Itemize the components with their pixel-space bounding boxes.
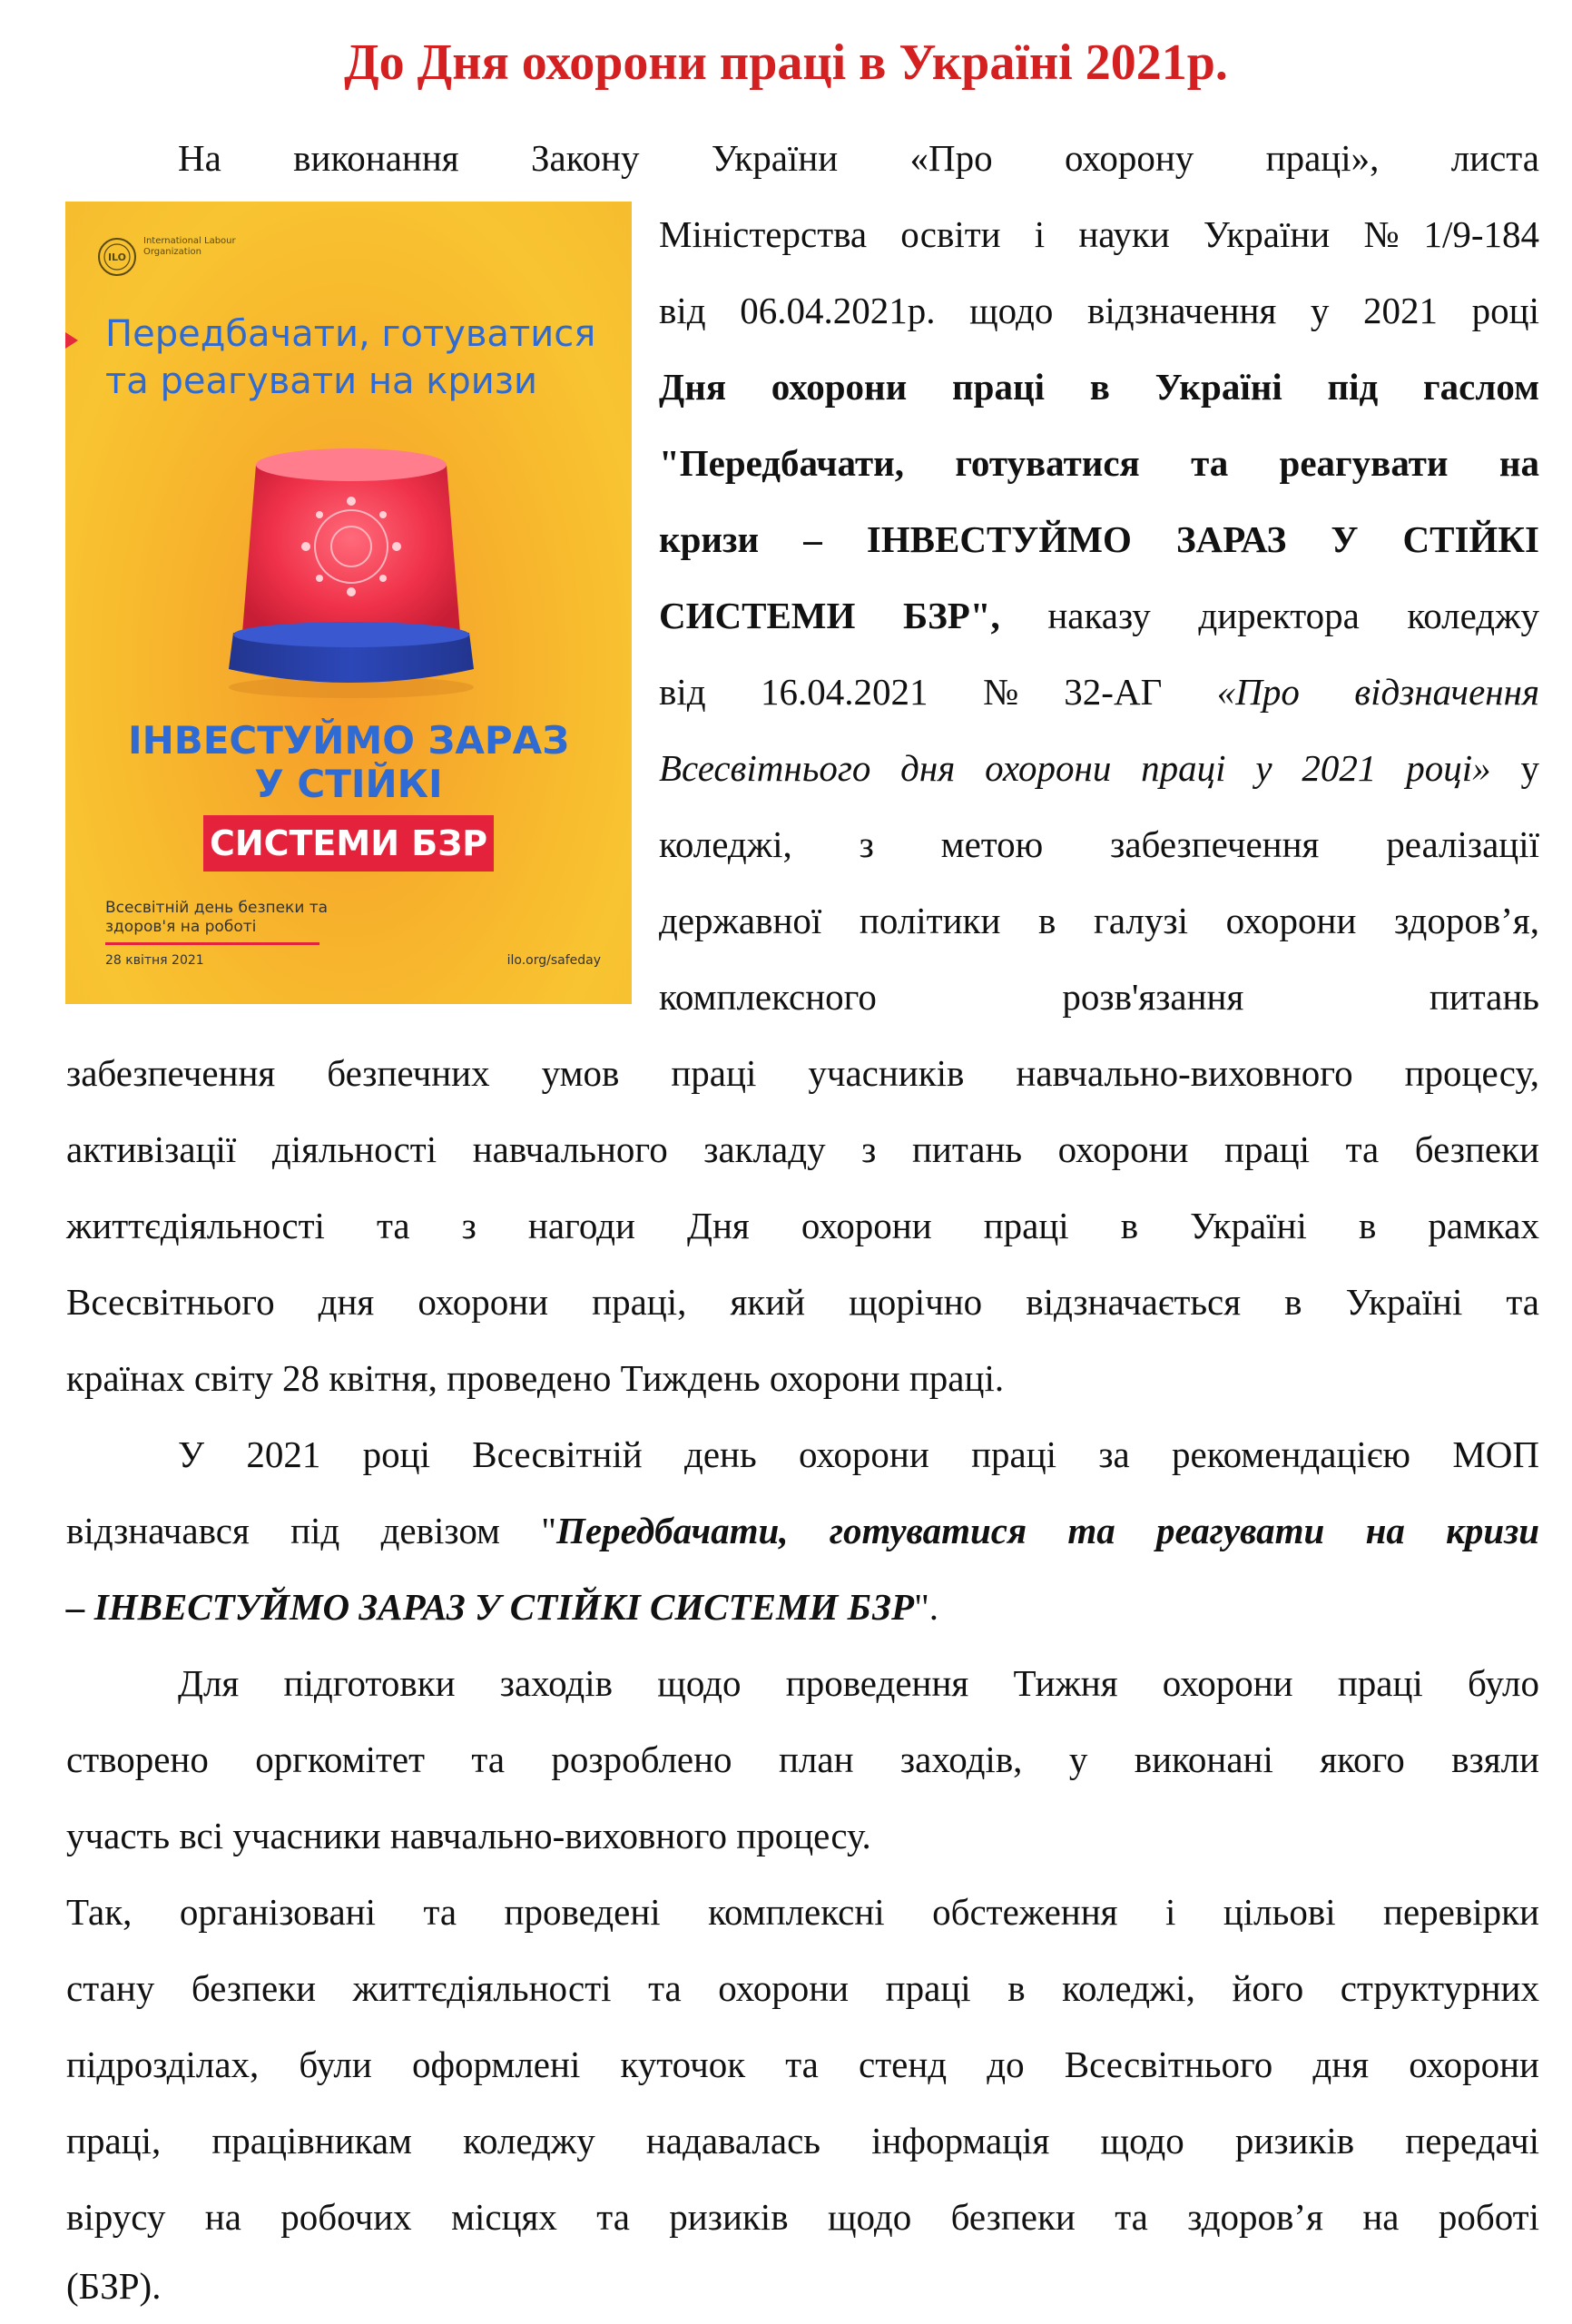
para1-line10: коледжі, з метою забезпечення реалізації [659,823,1539,865]
para3-line2: створено оргкомітет та розроблено план заходів, у виконані якого взяли [66,1738,1539,1780]
para1-line5: "Передбачати, готуватися та реагувати на [659,442,1539,484]
safety-day-poster [65,202,632,1004]
para2-line2 [66,1492,1539,1569]
headline-marker [65,332,78,349]
poster-url: ilo.org/safeday [506,953,601,968]
para1-line13: забезпечення безпечних умов праці учасників навчально-виховного процесу, [66,1052,1539,1094]
motto-intro: відзначався під девізом " [66,1510,557,1551]
order-text: наказу директора коледжу [999,595,1539,636]
para1-line14: активізації діяльності навчального закладу з питань охорони праці та безпеки [66,1128,1539,1170]
para1-word: «Про [909,137,993,179]
document-title: До Дня охорони праці в Україні 2021р. [344,34,1228,91]
para1-word: На [178,137,221,179]
para1-word: охорону [1064,137,1194,179]
para1-word: Закону [531,137,640,179]
para1-line11: державної політики в галузі охорони здоров’я, [659,900,1539,941]
poster-systems-label: СИСТЕМИ БЗР [203,815,494,872]
para4-line5: вірусу на робочих місцях та ризиків щодо безпеки та здоров’я на роботі [66,2196,1539,2238]
para4-line4: праці, працівникам коледжу надавалась інформація щодо ризиків передачі [66,2120,1539,2162]
para1-line17: країнах світу 28 квітня, проведено Тиждень охорони праці. [66,1357,1005,1399]
para1-word: праці», [1265,137,1380,179]
order-title-end: Всесвітнього дня охорони праці у 2021 році» [659,747,1491,789]
para1-word: України [711,137,839,179]
ilo-logo-text: ILO [107,251,127,263]
motto-close: ". [914,1586,939,1628]
para1-line6: кризи – ІНВЕСТУЙМО ЗАРАЗ У СТІЙКІ [659,518,1539,560]
para1-line9-rest: у [1490,747,1540,789]
para3-line1: Для підготовки заходів щодо проведення Тижня охорони праці було [178,1662,1539,1704]
poster-underline [105,942,319,945]
para1-line1 [178,120,1539,196]
poster-invest-line2: У СТІЙКІ [254,762,443,806]
para1-line7 [659,577,1539,654]
ilo-org-name: International Labour Organization [143,236,236,257]
para1-word: виконання [293,137,459,179]
para4-line6: (БЗР). [66,2265,162,2307]
poster-invest-line1: ІНВЕСТУЙМО ЗАРАЗ [127,718,570,763]
order-number: від 16.04.2021 №32-АГ [659,671,1217,713]
motto-start: Передбачати, готуватися та реагувати на кризи [556,1510,1540,1551]
para1-line4: Дня охорони праці в Україні під гаслом [659,366,1539,408]
para2-line1: У 2021 році Всесвітній день охорони праці за рекомендацією МОП [178,1433,1539,1475]
motto-end: – ІНВЕСТУЙМО ЗАРАЗ У СТІЙКІ СИСТЕМИ БЗР [66,1586,915,1628]
para1-line15: життєдіяльності та з нагоди Дня охорони праці в Україні в рамках [66,1205,1539,1246]
slogan-end: СИСТЕМИ БЗР", [659,595,1000,636]
para3-line3: участь всі учасники навчально-виховного процесу. [66,1815,871,1856]
para1-line16: Всесвітнього дня охорони праці, який щорічно відзначається в Україні та [66,1281,1539,1323]
para1-line3: від 06.04.2021р. щодо відзначення у 2021 році [659,290,1539,331]
poster-day-label: Всесвітній день безпеки та здоров'я на роботі [105,899,329,936]
poster-headline: Передбачати, готуватися та реагувати на кризи [105,313,596,402]
order-title-start: «Про відзначення [1216,671,1540,713]
para1-line2: Міністерства освіти і науки України №1/9-184 [659,213,1539,255]
poster-date: 28 квітня 2021 [105,953,204,968]
para1-line8 [659,654,1539,730]
para1-line12: комплексного розв'язання питань [659,976,1539,1018]
poster-invest-text [65,719,632,806]
ilo-logo-icon [96,236,138,278]
para1-word: листа [1450,137,1539,179]
siren-beacon-icon [220,428,483,701]
para4-line2: стану безпеки життєдіяльності та охорони праці в коледжі, його структурних [66,1967,1539,2009]
para2-line3 [66,1569,1539,1645]
para4-line1: Так, організовані та проведені комплексні обстеження і цільові перевірки [66,1891,1539,1933]
para1-line9 [659,730,1539,806]
para4-line3: підрозділах, були оформлені куточок та стенд до Всесвітнього дня охорони [66,2043,1539,2085]
